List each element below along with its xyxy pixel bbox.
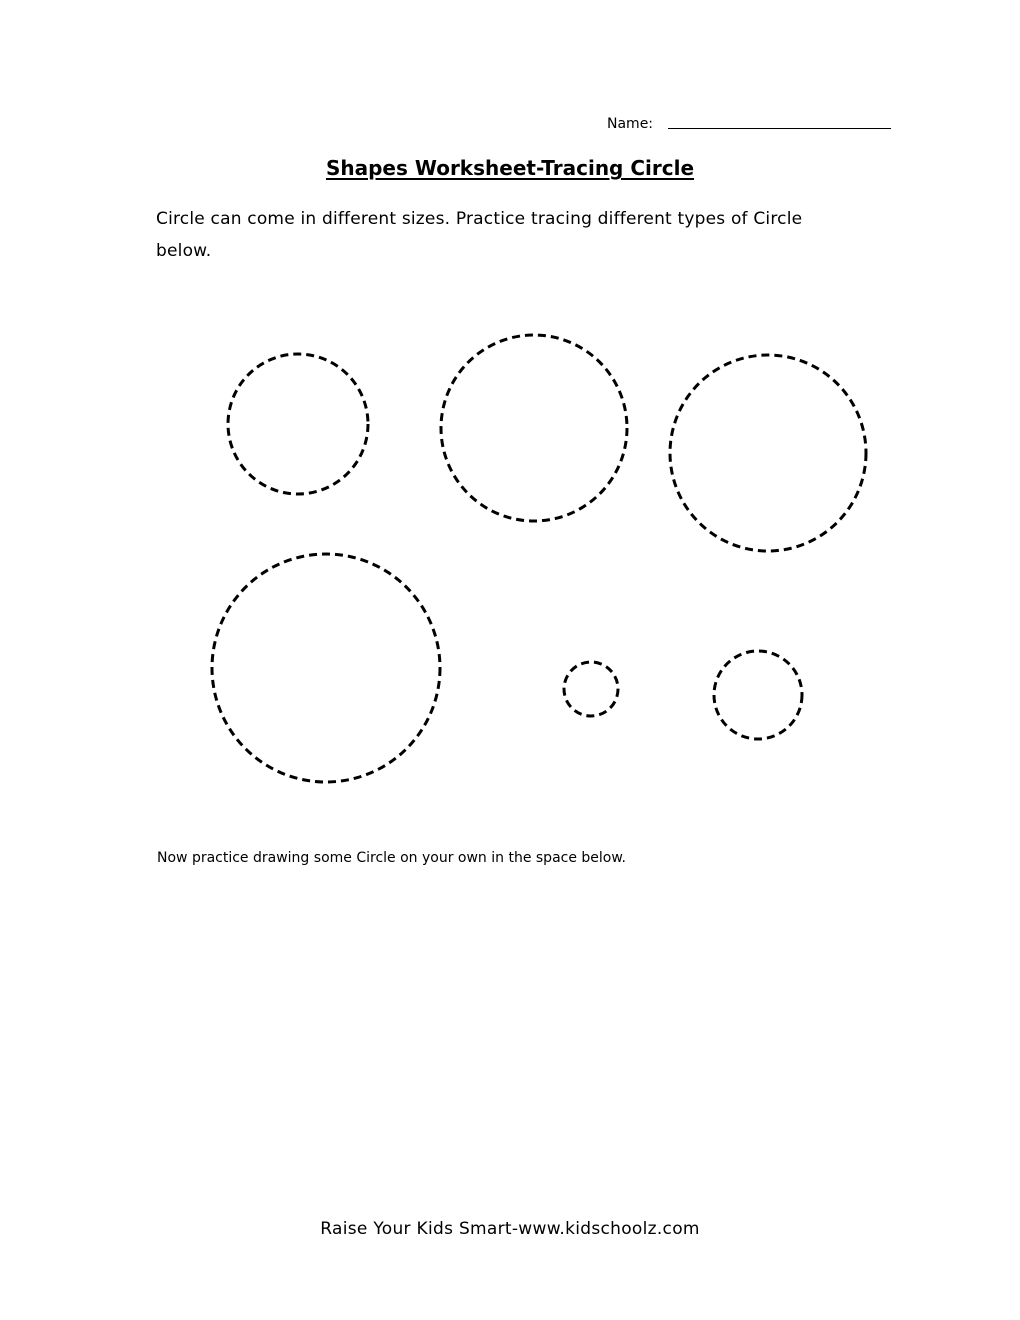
tracing-circle-2 — [441, 335, 627, 521]
intro-text: Circle can come in different sizes. Practice tracing different types of Circle below. — [156, 209, 803, 261]
page-title: Shapes Worksheet-Tracing Circle — [325, 156, 695, 180]
tracing-circle-5 — [564, 662, 618, 716]
practice-instruction: Now practice drawing some Circle on your own in the space below. — [157, 850, 626, 866]
name-label: Name: — [607, 116, 654, 132]
footer-text: Raise Your Kids Smart-www.kidschoolz.com — [320, 1219, 700, 1239]
tracing-circle-6 — [714, 651, 802, 739]
tracing-circle-1 — [228, 354, 368, 494]
tracing-circle-4 — [212, 554, 440, 782]
tracing-circle-3 — [670, 355, 866, 551]
